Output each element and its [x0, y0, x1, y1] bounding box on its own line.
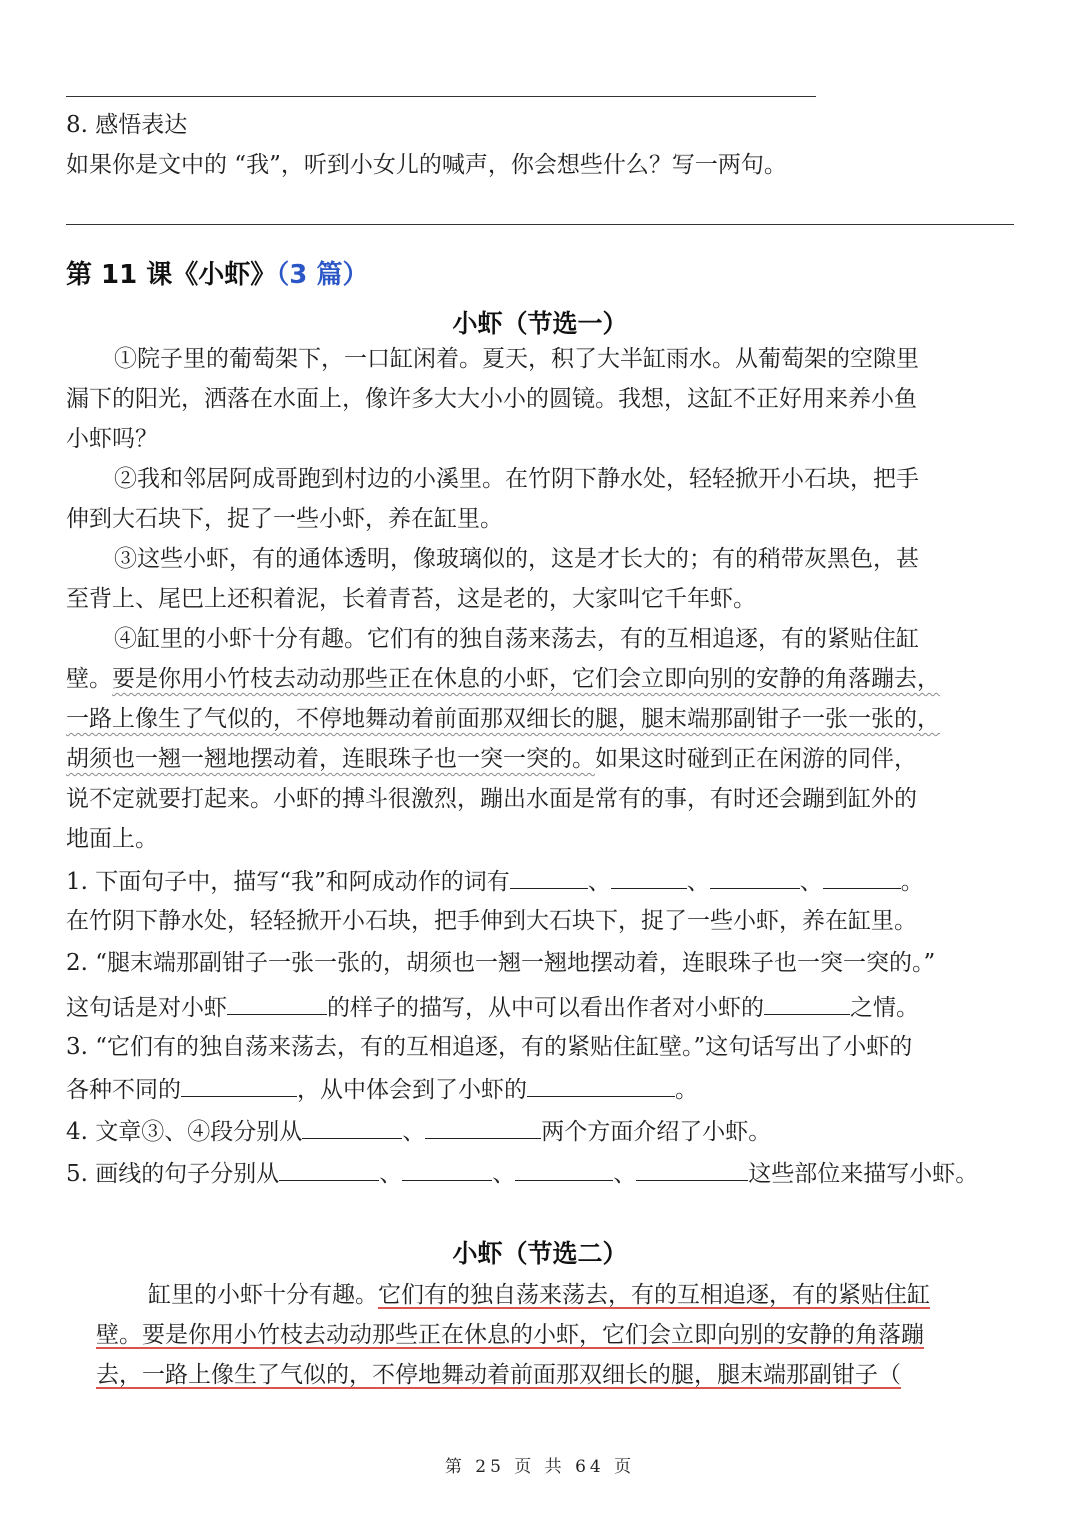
answer-line	[66, 224, 1014, 225]
paragraph-line: ①院子里的葡萄架下，一口缸闲着。夏天，积了大半缸雨水。从葡萄架的空隙里	[114, 346, 919, 372]
selection-1-title: 小虾（节选一）	[452, 309, 628, 338]
question-5: 5. 画线的句子分别从 、 、 、 这些部位来描写小虾。	[66, 1156, 1026, 1189]
question-8-prompt: 如果你是文中的 “我”，听到小女儿的喊声，你会想些什么？写一两句。	[66, 152, 787, 178]
question-1-sentence: 在竹阴下静水处，轻轻掀开小石块，把手伸到大石块下，捉了一些小虾，养在缸里。	[66, 908, 917, 934]
answer-blank[interactable]	[611, 864, 687, 889]
question-2-quote: 2. “腿末端那副钳子一张一张的，胡须也一翘一翘地摆动着，连眼珠子也一突一突的。”	[66, 950, 936, 976]
answer-blank[interactable]	[636, 1156, 748, 1181]
article-count: （3 篇）	[276, 260, 369, 290]
question-8-heading: 8. 感悟表达	[66, 112, 188, 138]
question-3-quote: 3. “它们有的独自荡来荡去，有的互相追逐，有的紧贴住缸壁。”这句话写出了小虾的	[66, 1034, 913, 1060]
selection-2-title: 小虾（节选二）	[452, 1239, 628, 1268]
answer-blank[interactable]	[227, 990, 327, 1015]
underlined-sentence: 去，一路上像生了气似的，不停地舞动着前面那双细长的腿，腿末端那副钳子（	[96, 1362, 901, 1388]
underlined-sentence: 胡须也一翘一翘地摆动着，连眼珠子也一突一突的。	[66, 746, 595, 772]
answer-blank[interactable]	[710, 864, 800, 889]
plain-text: 如果这时碰到正在闲游的同伴，	[595, 746, 917, 772]
question-3: 各种不同的 ，从中体会到了小虾的 。	[66, 1072, 1026, 1105]
paragraph-line: 伸到大石块下，捉了一些小虾，养在缸里。	[66, 506, 503, 532]
underlined-sentence: 壁。要是你用小竹枝去动动那些正在休息的小虾，它们会立即向别的安静的角落蹦	[96, 1322, 924, 1348]
paragraph-line: 地面上。	[66, 826, 158, 852]
paragraph-line	[96, 1360, 1056, 1390]
answer-line	[66, 96, 816, 97]
answer-blank[interactable]	[527, 1072, 675, 1097]
answer-blank[interactable]	[181, 1072, 297, 1097]
paragraph-line	[66, 664, 1026, 694]
lesson-title	[66, 254, 368, 291]
plain-text: 缸里的小虾十分有趣。	[148, 1282, 378, 1308]
paragraph-line: 说不定就要打起来。小虾的搏斗很激烈，蹦出水面是常有的事，有时还会蹦到缸外的	[66, 786, 917, 812]
separator: 、	[799, 869, 823, 895]
answer-blank[interactable]	[515, 1156, 613, 1181]
separator: 、	[686, 869, 710, 895]
answer-blank[interactable]	[764, 990, 850, 1015]
lesson-title-text: 第 11 课《小虾》	[66, 260, 277, 290]
answer-blank[interactable]	[402, 1156, 492, 1181]
paragraph-line	[66, 744, 1026, 774]
paragraph-line: ③这些小虾，有的通体透明，像玻璃似的，这是才长大的；有的稍带灰黑色，甚	[114, 546, 919, 572]
paragraph-line: 至背上、尾巴上还积着泥，长着青苔，这是老的，大家叫它千年虾。	[66, 586, 756, 612]
separator: 、	[587, 869, 611, 895]
answer-blank[interactable]	[823, 864, 901, 889]
period: 。	[900, 869, 924, 895]
answer-blank[interactable]	[279, 1156, 379, 1181]
underlined-sentence: 它们有的独自荡来荡去，有的互相追逐，有的紧贴住缸	[378, 1282, 930, 1308]
underlined-sentence: 一路上像生了气似的，不停地舞动着前面那双细长的腿，腿末端那副钳子一张一张的，	[66, 706, 940, 732]
page-number-footer: 第 25 页 共 64 页	[444, 1457, 636, 1477]
question-2: 这句话是对小虾 的样子的描写，从中可以看出作者对小虾的 之情。	[66, 990, 1026, 1023]
paragraph-line: 小虾吗？	[66, 426, 158, 452]
paragraph-line: 漏下的阳光，洒落在水面上，像许多大大小小的圆镜。我想，这缸不正好用来养小鱼	[66, 386, 917, 412]
paragraph-line	[66, 704, 1026, 734]
answer-blank[interactable]	[302, 1114, 402, 1139]
underlined-sentence: 要是你用小竹枝去动动那些正在休息的小虾，它们会立即向别的安静的角落蹦去，	[112, 666, 940, 692]
plain-text: 壁。	[66, 666, 112, 692]
paragraph-line	[148, 1280, 1080, 1310]
question-1-text: 1. 下面句子中，描写“我”和阿成动作的词有	[66, 869, 510, 895]
answer-blank[interactable]	[510, 864, 588, 889]
paragraph-line: ④缸里的小虾十分有趣。它们有的独自荡来荡去，有的互相追逐，有的紧贴住缸	[114, 626, 919, 652]
paragraph-line	[96, 1320, 1056, 1350]
question-4: 4. 文章③、④段分别从 、 两个方面介绍了小虾。	[66, 1114, 1026, 1147]
question-1	[66, 864, 1026, 897]
paragraph-line: ②我和邻居阿成哥跑到村边的小溪里。在竹阴下静水处，轻轻掀开小石块，把手	[114, 466, 919, 492]
answer-blank[interactable]	[425, 1114, 541, 1139]
